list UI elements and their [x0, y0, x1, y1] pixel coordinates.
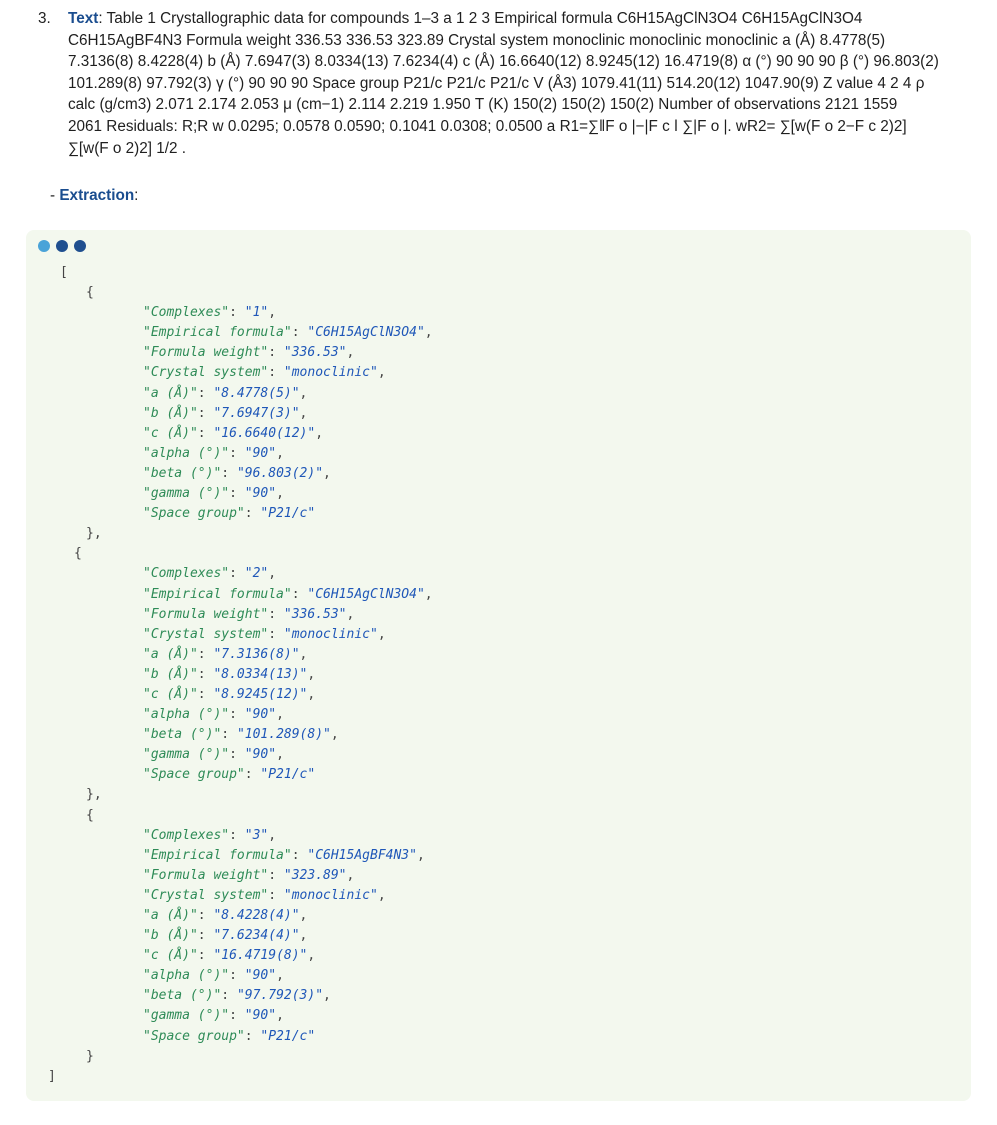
- code-panel: [26, 230, 971, 1101]
- json-value: "90": [244, 968, 277, 984]
- json-key: "Space group": [143, 767, 245, 783]
- open-brace: {: [86, 807, 94, 823]
- json-key: "b (Å)": [143, 405, 198, 421]
- json-colon: :: [268, 867, 284, 883]
- close-brace: },: [86, 787, 102, 803]
- item-number: 3.: [38, 10, 51, 27]
- close-brace: },: [86, 526, 102, 542]
- json-comma: ,: [299, 646, 308, 662]
- text-line: 101.289(8) 97.792(3) γ (°) 90 90 90 Space group P21/c P21/c P21/c V (Å3) 1079.41(11) 514.20(12) 1047.90(9) Z value 4 2 4 ρ: [68, 74, 925, 92]
- json-key: "Crystal system": [143, 887, 269, 903]
- extraction-label: Extraction: [59, 187, 135, 204]
- json-field: [26, 303, 433, 323]
- json-colon: :: [197, 928, 214, 944]
- json-colon: :: [197, 666, 214, 682]
- json-value: "C6H15AgClN3O4": [307, 325, 425, 341]
- json-colon: :: [268, 345, 284, 361]
- json-field: [26, 444, 433, 464]
- json-key: "Formula weight": [143, 606, 269, 622]
- json-value: "P21/c": [260, 767, 316, 783]
- json-field: [26, 665, 433, 685]
- json-comma: ,: [299, 908, 308, 923]
- json-field: [26, 906, 433, 926]
- extraction-prefix: -: [50, 187, 60, 204]
- json-field: [26, 645, 433, 665]
- extraction-separator: :: [134, 187, 139, 204]
- json-key: "c (Å)": [143, 686, 198, 702]
- text-body: [68, 8, 968, 159]
- json-comma: ,: [276, 747, 284, 763]
- json-value: "monoclinic": [283, 887, 378, 903]
- json-field: [26, 765, 433, 785]
- json-comma: ,: [330, 727, 339, 743]
- json-field: [26, 504, 433, 524]
- json-key: "b (Å)": [143, 666, 198, 682]
- json-field: [26, 886, 433, 906]
- json-comma: ,: [424, 325, 433, 341]
- json-value: "C6H15AgBF4N3": [307, 847, 417, 863]
- json-value: "16.6640(12)": [213, 425, 316, 441]
- json-value: "101.289(8)": [236, 727, 331, 743]
- json-comma: ,: [276, 1008, 284, 1024]
- json-value: "96.803(2)": [236, 465, 324, 481]
- json-comma: ,: [268, 566, 277, 582]
- json-field: [26, 585, 433, 605]
- json-field: [26, 966, 433, 986]
- json-comma: ,: [299, 385, 308, 401]
- json-field: [26, 725, 433, 745]
- json-line: [26, 263, 433, 283]
- json-key: "gamma (°)": [143, 1008, 230, 1024]
- text-line-content: Table 1 Crystallographic data for compounds 1–3 a 1 2 3 Empirical formula C6H15AgClN3O4 C6H15AgClN3O4: [102, 10, 863, 27]
- json-comma: ,: [424, 586, 433, 602]
- text-line: 2061 Residuals: R;R w 0.0295; 0.0578 0.0590; 0.1041 0.0308; 0.0500 a R1=∑ǁF o |−|F c ǀ ∑|F o |. wR2= ∑[w(F o 2−F c 2)2]: [68, 117, 907, 135]
- json-line: [26, 524, 433, 544]
- json-comma: ,: [276, 445, 284, 461]
- json-field: [26, 363, 433, 383]
- json-comma: ,: [346, 345, 355, 361]
- json-line: [26, 785, 433, 805]
- text-line: ∑[w(F o 2)2] 1/2 .: [68, 139, 187, 157]
- window-dot-icon: [74, 240, 86, 252]
- json-comma: ,: [307, 948, 316, 964]
- json-line: [26, 544, 433, 564]
- json-field: [26, 1027, 433, 1047]
- json-value: "8.4778(5)": [213, 385, 300, 401]
- json-value: "1": [244, 305, 269, 321]
- json-value: "16.4719(8)": [213, 948, 308, 964]
- json-value: "2": [244, 566, 269, 582]
- json-line: [26, 806, 433, 826]
- json-key: "b (Å)": [143, 928, 198, 944]
- json-value: "336.53": [283, 345, 347, 361]
- text-line: calc (g/cm3) 2.071 2.174 2.053 μ (cm−1) 2.114 2.219 1.950 T (K) 150(2) 150(2) 150(2) Number of observations 2121 1559: [68, 96, 898, 114]
- json-colon: :: [268, 365, 284, 381]
- json-key: "Empirical formula": [143, 847, 292, 863]
- json-colon: :: [229, 707, 245, 723]
- json-colon: :: [197, 948, 214, 964]
- json-key: "Empirical formula": [143, 586, 292, 602]
- json-colon: :: [197, 908, 214, 923]
- json-comma: ,: [268, 305, 277, 321]
- json-comma: ,: [377, 887, 386, 903]
- json-key: "beta (°)": [143, 988, 222, 1004]
- json-key: "Complexes": [143, 827, 230, 843]
- json-field: [26, 745, 433, 765]
- open-brace: {: [86, 285, 94, 301]
- json-comma: ,: [276, 707, 284, 723]
- json-comma: ,: [377, 626, 386, 642]
- json-line: [26, 1047, 433, 1067]
- text-separator: :: [98, 10, 103, 27]
- json-colon: :: [197, 385, 214, 401]
- json-comma: ,: [307, 686, 316, 702]
- text-line: [68, 8, 968, 30]
- json-colon: :: [197, 686, 214, 702]
- json-key: "Space group": [143, 506, 245, 522]
- json-colon: :: [197, 405, 214, 421]
- open-brace: {: [74, 546, 82, 562]
- json-key: "c (Å)": [143, 948, 198, 964]
- json-value: "8.4228(4)": [213, 908, 300, 923]
- json-key: "alpha (°)": [143, 968, 230, 984]
- json-colon: :: [268, 626, 284, 642]
- open-bracket: [: [60, 265, 68, 280]
- json-colon: :: [291, 325, 308, 341]
- json-value: "P21/c": [260, 1028, 316, 1044]
- json-field: [26, 464, 433, 484]
- json-comma: ,: [323, 988, 331, 1004]
- json-colon: :: [268, 606, 284, 622]
- json-comma: ,: [268, 827, 277, 843]
- json-value: "8.9245(12)": [213, 686, 308, 702]
- json-comma: ,: [346, 606, 355, 622]
- json-key: "Complexes": [143, 566, 230, 582]
- json-key: "Formula weight": [143, 867, 269, 883]
- json-field: [26, 986, 433, 1006]
- json-colon: :: [197, 646, 214, 662]
- json-value: "3": [244, 827, 269, 843]
- json-key: "Space group": [143, 1028, 245, 1044]
- json-comma: ,: [276, 968, 284, 984]
- json-value: "8.0334(13)": [213, 666, 308, 682]
- json-key: "alpha (°)": [143, 707, 230, 723]
- json-value: "336.53": [283, 606, 347, 622]
- json-field: [26, 1006, 433, 1026]
- json-field: [26, 343, 433, 363]
- text-line: C6H15AgBF4N3 Formula weight 336.53 336.53 323.89 Crystal system monoclinic monoclinic monoclinic a (Å) 8.4778(5): [68, 31, 886, 49]
- json-line: [26, 283, 433, 303]
- json-comma: ,: [346, 867, 355, 883]
- json-key: "a (Å)": [143, 385, 198, 401]
- json-comma: ,: [323, 465, 331, 481]
- json-key: "a (Å)": [143, 908, 198, 923]
- json-key: "a (Å)": [143, 646, 198, 662]
- json-colon: :: [244, 506, 261, 522]
- json-field: [26, 846, 433, 866]
- json-comma: ,: [276, 486, 284, 502]
- json-comma: ,: [299, 928, 308, 944]
- json-value: "90": [244, 707, 277, 723]
- json-colon: :: [221, 988, 237, 1004]
- json-key: "beta (°)": [143, 727, 222, 743]
- json-value: "97.792(3)": [236, 988, 324, 1004]
- json-field: [26, 826, 433, 846]
- text-line: 7.3136(8) 8.4228(4) b (Å) 7.6947(3) 8.0334(13) 7.6234(4) c (Å) 16.6640(12) 8.9245(12) 16.4719(8) α (°) 90 90 90 β (°) 96.803(2): [68, 53, 939, 71]
- json-key: "Formula weight": [143, 345, 269, 361]
- json-value: "P21/c": [260, 506, 316, 522]
- json-comma: ,: [307, 666, 316, 682]
- json-value: "monoclinic": [283, 626, 378, 642]
- json-value: "90": [244, 1008, 277, 1024]
- json-colon: :: [229, 968, 245, 984]
- close-bracket: ]: [48, 1068, 56, 1084]
- json-colon: :: [291, 847, 308, 863]
- json-key: "beta (°)": [143, 465, 222, 481]
- close-brace: }: [86, 1048, 94, 1064]
- json-field: [26, 484, 433, 504]
- json-key: "Crystal system": [143, 626, 269, 642]
- json-comma: ,: [299, 405, 308, 421]
- json-field: [26, 705, 433, 725]
- json-key: "Empirical formula": [143, 325, 292, 341]
- json-value: "7.6947(3)": [213, 405, 300, 421]
- json-colon: :: [229, 445, 245, 461]
- json-comma: ,: [377, 365, 386, 381]
- text-item: [38, 8, 968, 159]
- json-comma: ,: [416, 847, 425, 863]
- json-colon: :: [229, 747, 245, 763]
- text-label: Text: [68, 10, 99, 27]
- json-field: [26, 384, 433, 404]
- json-key: "gamma (°)": [143, 747, 230, 763]
- window-dots: [38, 240, 86, 252]
- json-key: "gamma (°)": [143, 486, 230, 502]
- json-field: [26, 323, 433, 343]
- json-colon: :: [229, 305, 245, 321]
- window-dot-icon: [38, 240, 50, 252]
- json-field: [26, 625, 433, 645]
- json-colon: :: [244, 1028, 261, 1044]
- json-colon: :: [268, 887, 284, 903]
- json-value: "90": [244, 747, 277, 763]
- json-colon: :: [221, 465, 237, 481]
- json-colon: :: [229, 1008, 245, 1024]
- json-colon: :: [244, 767, 261, 783]
- json-field: [26, 926, 433, 946]
- json-colon: :: [197, 425, 214, 441]
- json-value: "C6H15AgClN3O4": [307, 586, 425, 602]
- json-key: "alpha (°)": [143, 445, 230, 461]
- json-comma: ,: [315, 425, 324, 441]
- json-field: [26, 685, 433, 705]
- json-key: "c (Å)": [143, 425, 198, 441]
- window-dot-icon: [56, 240, 68, 252]
- json-colon: :: [229, 566, 245, 582]
- json-value: "7.3136(8)": [213, 646, 300, 662]
- json-value: "90": [244, 486, 277, 502]
- json-key: "Complexes": [143, 305, 230, 321]
- json-colon: :: [229, 486, 245, 502]
- json-field: [26, 424, 433, 444]
- json-field: [26, 404, 433, 424]
- json-value: "323.89": [283, 867, 347, 883]
- json-colon: :: [291, 586, 308, 602]
- extraction-heading: [50, 185, 138, 207]
- json-field: [26, 605, 433, 625]
- json-key: "Crystal system": [143, 365, 269, 381]
- json-value: "90": [244, 445, 277, 461]
- json-code-block: [26, 263, 433, 1087]
- json-line: [26, 1067, 433, 1087]
- json-field: [26, 564, 433, 584]
- json-value: "7.6234(4)": [213, 928, 300, 944]
- json-colon: :: [221, 727, 237, 743]
- json-field: [26, 946, 433, 966]
- json-colon: :: [229, 827, 245, 843]
- json-value: "monoclinic": [283, 365, 378, 381]
- json-field: [26, 866, 433, 886]
